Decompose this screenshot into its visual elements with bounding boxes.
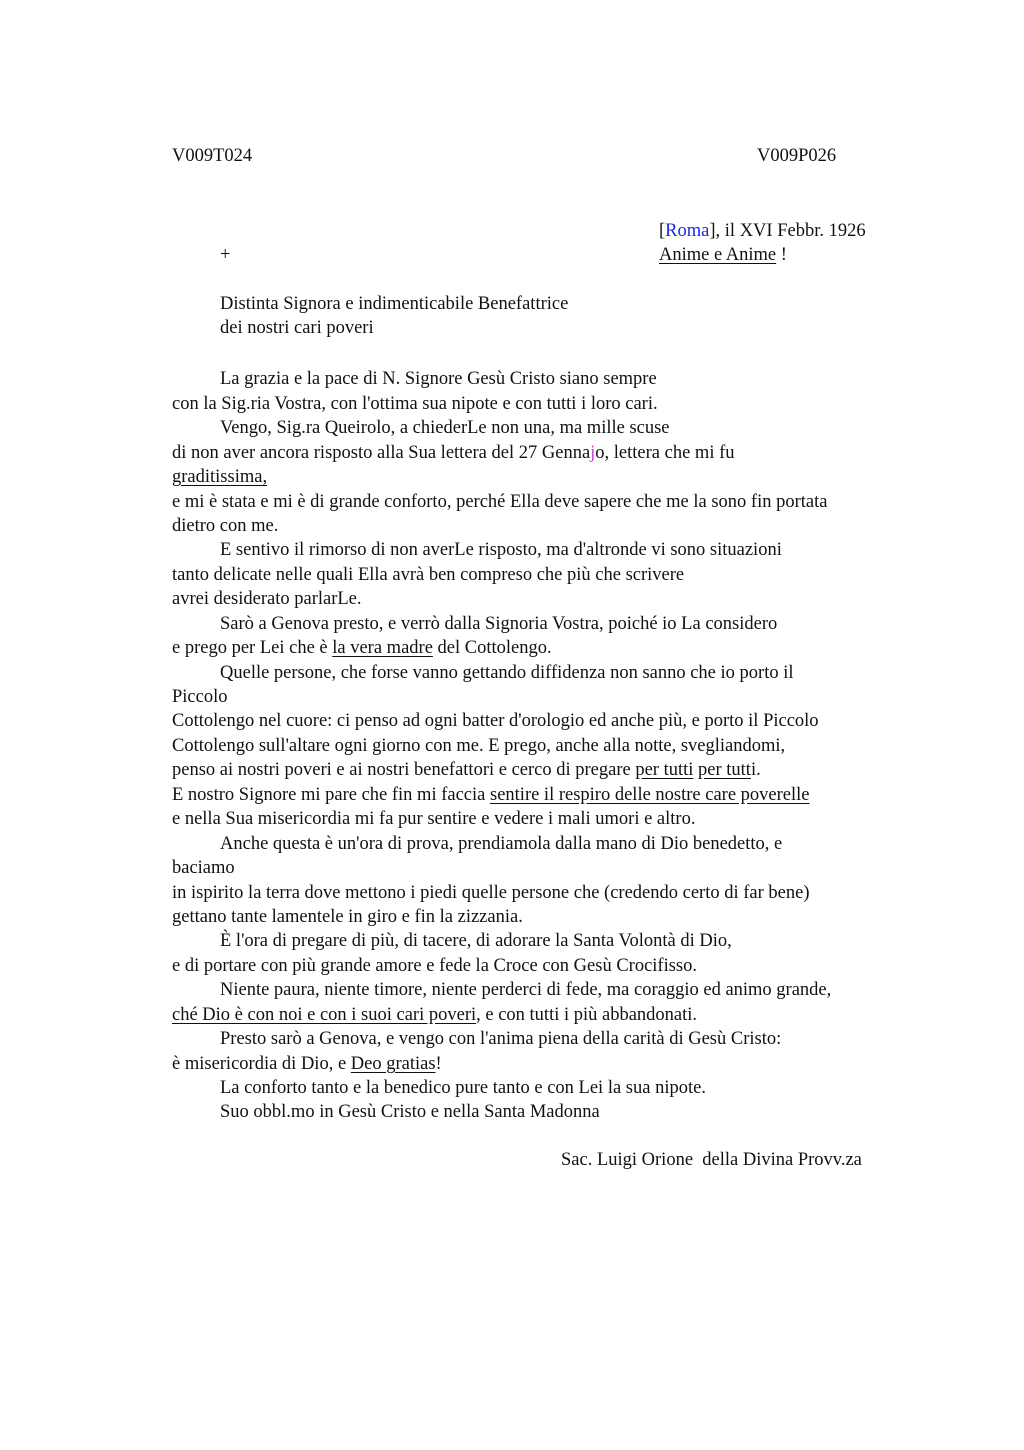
body-text: ! [435,1054,442,1074]
dateline [659,221,866,242]
body-line [172,1003,697,1027]
body-text: , [262,467,268,487]
body-text: di non aver ancora risposto alla Sua lettera del 27 Genna [172,443,591,463]
document-code-right: V009P026 [757,146,837,166]
body-line: baciamo [172,858,235,878]
body-text: del Cottolengo. [432,638,552,658]
underlined-text: sentire il respiro delle nostre care poverelle [490,785,810,805]
dateline-bracket: [ [659,221,666,241]
body-line: Piccolo [172,687,228,707]
document-code-left: V009T024 [172,146,253,166]
body-line: Cottolengo nel cuore: ci penso ad ogni batter d'orologio ed anche più, e porto il Piccolo [172,711,819,731]
body-line [172,783,810,807]
underlined-text: la vera madre [332,638,433,658]
underlined-text: per tutti [635,760,694,780]
body-line: in ispirito la terra dove mettono i piedi quelle persone che (credendo certo di far bene) [172,883,810,903]
body-line: La conforto tanto e la benedico pure tanto e con Lei la sua nipote. [220,1078,706,1098]
body-line [172,465,267,489]
body-text: e prego per Lei che è [172,638,333,658]
body-line [172,441,735,465]
salutation-line-1: Distinta Signora e indimenticabile Benefattrice [220,294,569,314]
body-line: Niente paura, niente timore, niente perderci di fede, ma coraggio ed animo grande, [220,980,832,1000]
body-line: Anche questa è un'ora di prova, prendiamola dalla mano di Dio benedetto, e [220,834,783,854]
body-text: i. [750,760,761,780]
signature: Sac. Luigi Orione della Divina Provv.za [561,1150,862,1170]
body-line: Cottolengo sull'altare ogni giorno con me. E prego, anche alla notte, svegliandomi, [172,736,786,756]
highlighted-letter: j [590,443,596,463]
body-line: con la Sig.ria Vostra, con l'ottima sua nipote e con tutti i loro cari. [172,394,658,414]
body-line: dietro con me. [172,516,279,536]
body-text: E nostro Signore mi pare che fin mi faccia [172,785,490,805]
body-line: Vengo, Sig.ra Queirolo, a chiederLe non una, ma mille scuse [220,418,670,438]
body-line: avrei desiderato parlarLe. [172,589,362,609]
body-line: Quelle persone, che forse vanno gettando diffidenza non sanno che io porto il [220,663,794,683]
body-line: Sarò a Genova presto, e verrò dalla Signoria Vostra, poiché io La considero [220,614,778,634]
dateline-date: ], il XVI Febbr. 1926 [709,221,866,241]
motto-tail: ! [776,245,787,265]
body-line: La grazia e la pace di N. Signore Gesù Cristo siano sempre [220,369,657,389]
body-line: È l'ora di pregare di più, di tacere, di adorare la Santa Volontà di Dio, [220,931,732,951]
cross-mark: + [220,245,231,265]
body-line: gettano tante lamentele in giro e fin la zizzania. [172,907,523,927]
salutation-line-2: dei nostri cari poveri [220,318,374,338]
body-text: è misericordia di Dio, e [172,1054,351,1074]
body-line [172,1052,442,1076]
body-line: Presto sarò a Genova, e vengo con l'anima piena della carità di Gesù Cristo: [220,1029,782,1049]
body-line: E sentivo il rimorso di non averLe risposto, ma d'altronde vi sono situazioni [220,540,782,560]
body-line: e mi è stata e mi è di grande conforto, perché Ella deve sapere che me la sono fin portata [172,492,828,512]
underlined-text: per tutt [698,760,751,780]
dateline-place: Roma [665,221,710,241]
motto [659,245,787,266]
body-line: e nella Sua misericordia mi fa pur sentire e vedere i mali umori e altro. [172,809,696,829]
closing-line: Suo obbl.mo in Gesù Cristo e nella Santa Madonna [220,1102,600,1122]
body-line [172,758,761,782]
body-text: penso ai nostri poveri e ai nostri benefattori e cerco di pregare [172,760,636,780]
body-text: o, lettera che mi fu [595,443,735,463]
body-line: tanto delicate nelle quali Ella avrà ben compreso che più che scrivere [172,565,685,585]
underlined-text: Deo gratias [350,1054,436,1074]
underlined-text: ché Dio è con noi e con i suoi cari poveri [172,1005,477,1025]
body-line [172,636,552,660]
body-line: e di portare con più grande amore e fede la Croce con Gesù Crocifisso. [172,956,697,976]
underlined-text: graditissima [172,467,263,487]
motto-text: Anime e Anime [659,245,777,265]
body-text: , e con tutti i più abbandonati. [476,1005,698,1025]
